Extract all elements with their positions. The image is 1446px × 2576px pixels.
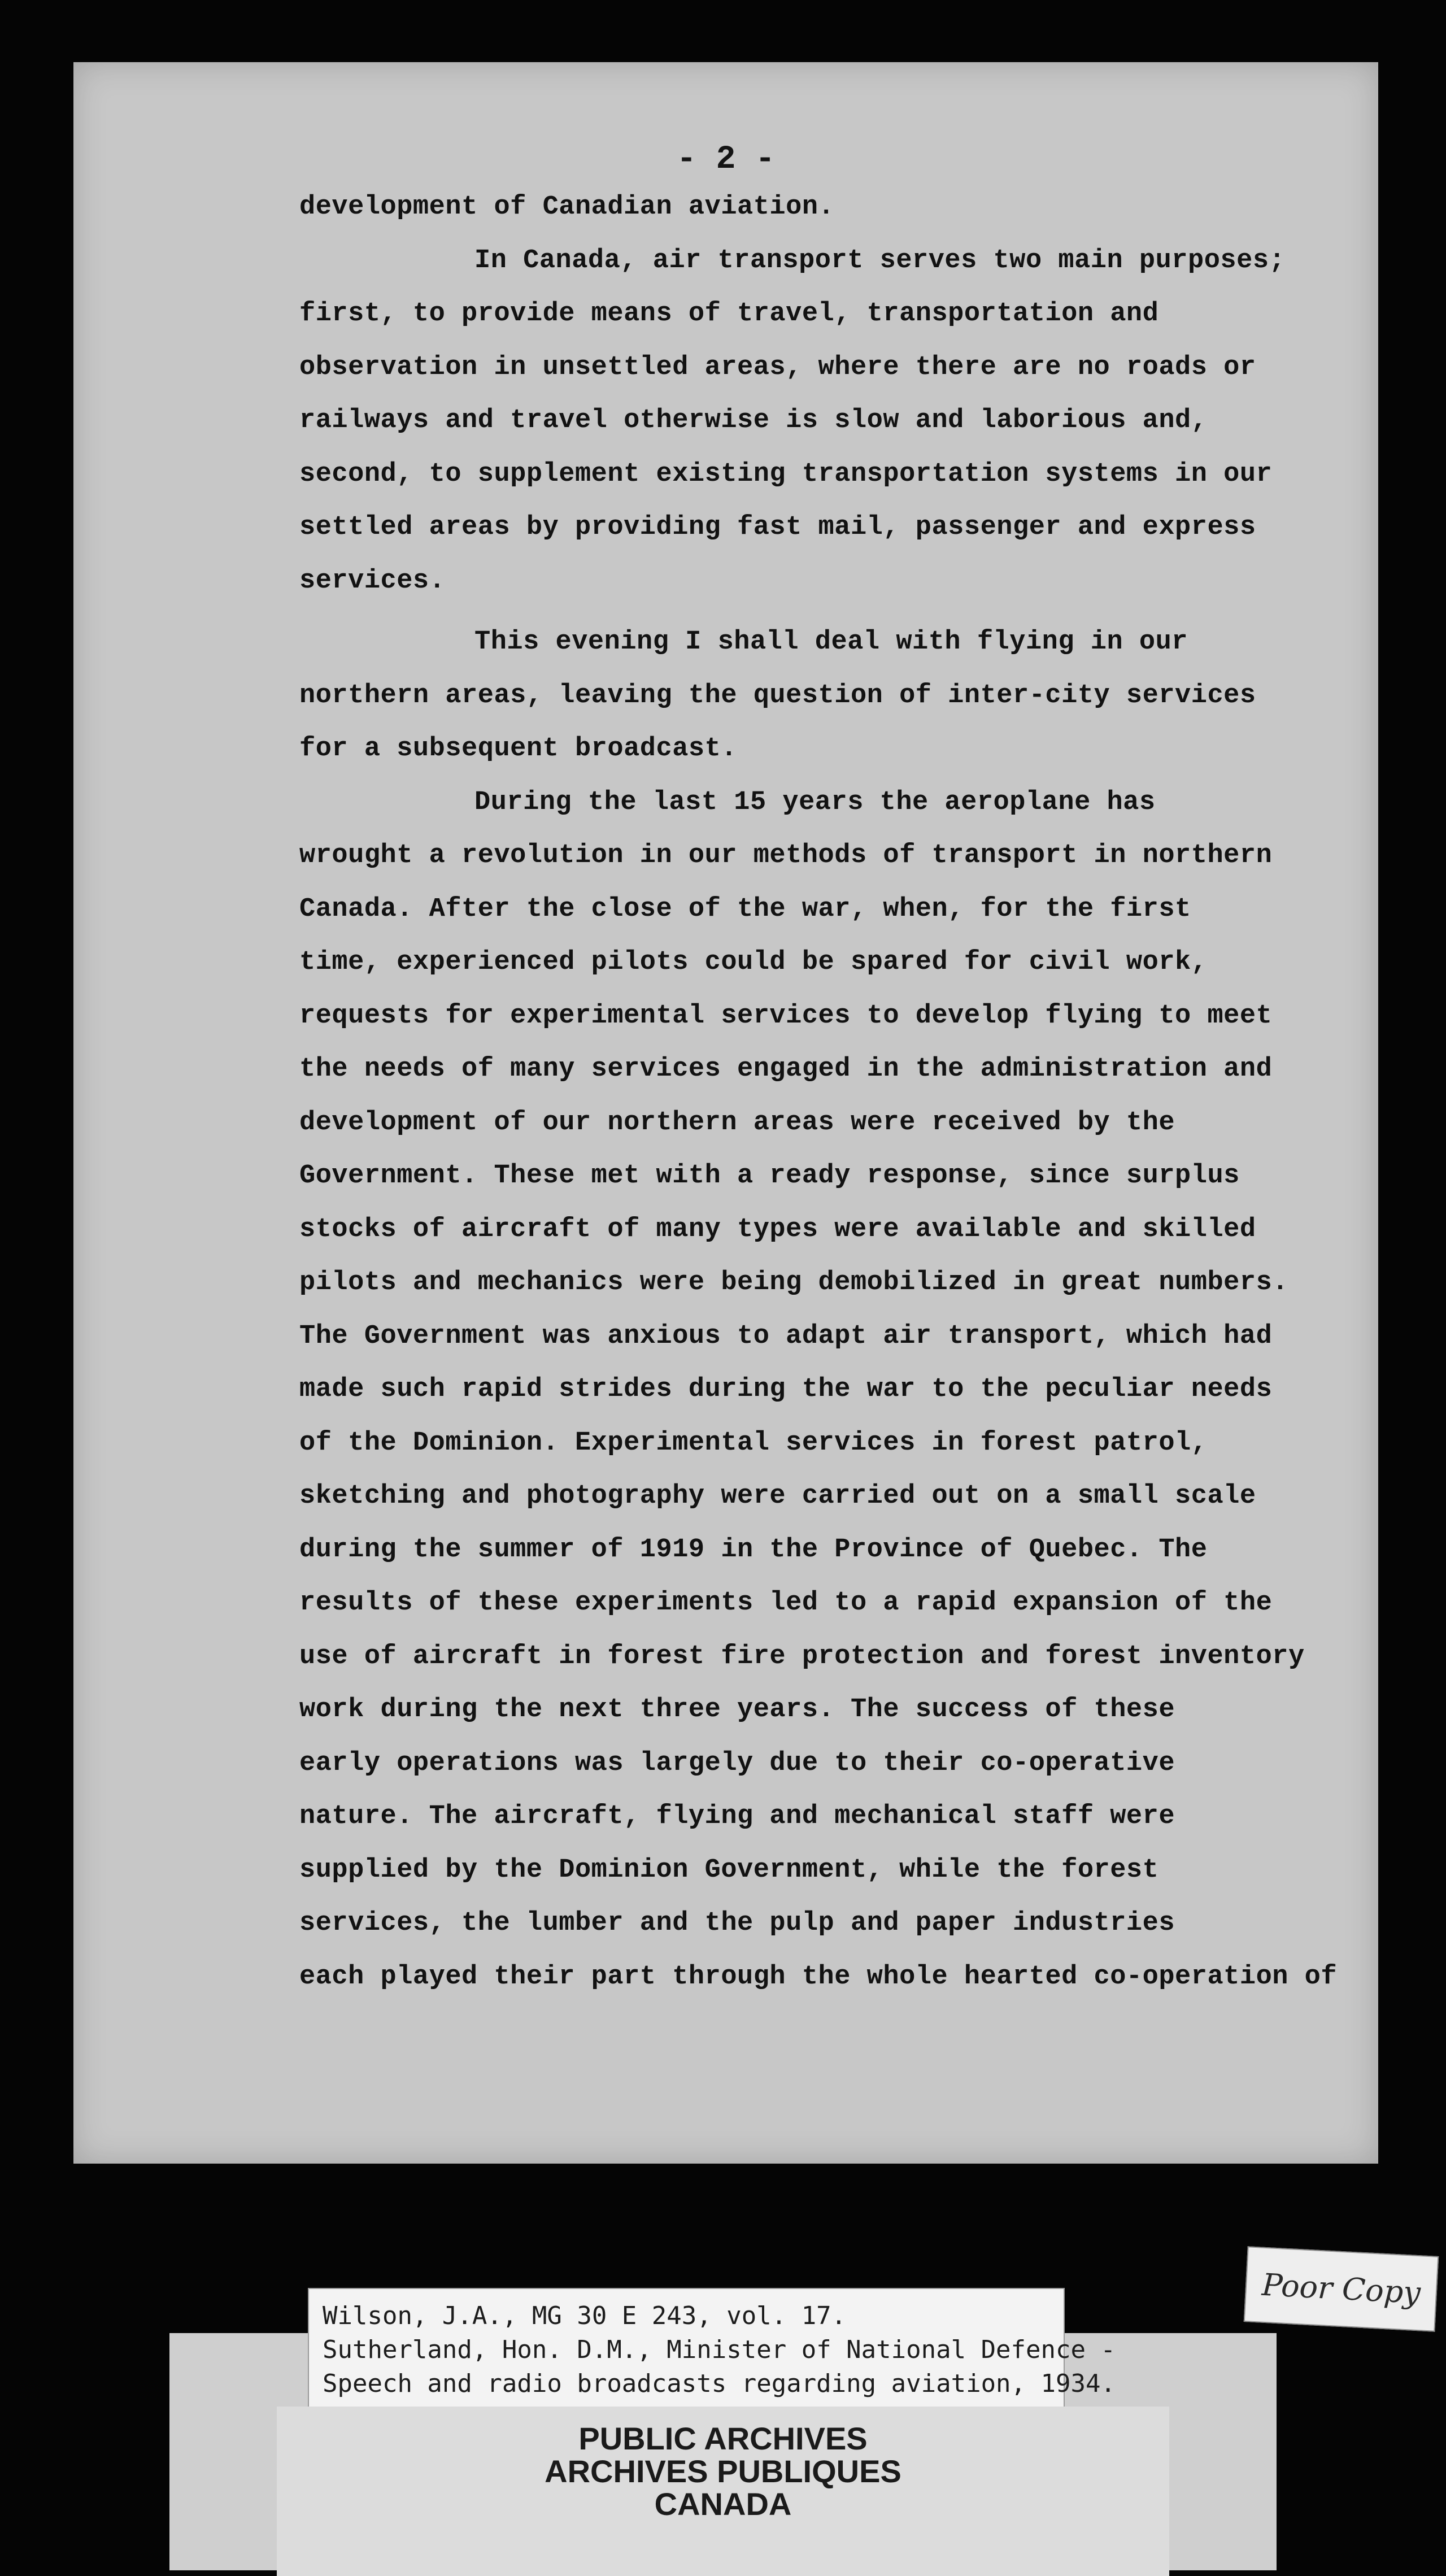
document-page	[73, 62, 1378, 2164]
text-line: results of these experiments led to a rapid expansion of the	[299, 1588, 1273, 1618]
text-line: This evening I shall deal with flying in our	[474, 627, 1188, 657]
text-line: northern areas, leaving the question of inter-city services	[299, 680, 1256, 711]
text-line: early operations was largely due to their co-operative	[299, 1748, 1175, 1778]
text-line: development of Canadian aviation.	[299, 192, 835, 222]
text-line: The Government was anxious to adapt air transport, which had	[299, 1321, 1273, 1351]
text-line: Canada. After the close of the war, when, for the first	[299, 894, 1191, 924]
stamp-line: PUBLIC ARCHIVES	[578, 2421, 868, 2456]
text-line: second, to supplement existing transportation systems in our	[299, 459, 1273, 489]
text-line: requests for experimental services to develop flying to meet	[299, 1000, 1273, 1031]
text-line: settled areas by providing fast mail, passenger and express	[299, 512, 1256, 542]
text-line: during the summer of 1919 in the Province of Quebec. The	[299, 1534, 1208, 1565]
text-line: the needs of many services engaged in the administration and	[299, 1054, 1273, 1084]
text-line: each played their part through the whole hearted co-operation of	[299, 1961, 1338, 1992]
catalog-line: Wilson, J.A., MG 30 E 243, vol. 17.	[323, 2301, 847, 2330]
stamp-line: CANADA	[654, 2486, 792, 2522]
page-number: - 2 -	[676, 141, 776, 178]
text-line: observation in unsettled areas, where there are no roads or	[299, 352, 1256, 382]
text-line: for a subsequent broadcast.	[299, 734, 738, 764]
text-line: development of our northern areas were received by the	[299, 1107, 1175, 1138]
text-line: During the last 15 years the aeroplane has	[474, 787, 1156, 817]
text-line: Government. These met with a ready response, since surplus	[299, 1161, 1240, 1191]
stamp-line: ARCHIVES PUBLIQUES	[545, 2453, 901, 2489]
text-line: work during the next three years. The success of these	[299, 1695, 1175, 1725]
text-line: services.	[299, 565, 446, 596]
archives-stamp	[277, 2407, 1169, 2576]
text-line: made such rapid strides during the war to the peculiar needs	[299, 1374, 1273, 1404]
text-line: sketching and photography were carried out on a small scale	[299, 1481, 1256, 1511]
text-line: wrought a revolution in our methods of transport in northern	[299, 841, 1273, 871]
text-line: stocks of aircraft of many types were available and skilled	[299, 1214, 1256, 1245]
catalog-line: Sutherland, Hon. D.M., Minister of National Defence -	[323, 2335, 1116, 2364]
text-line: nature. The aircraft, flying and mechanical staff were	[299, 1802, 1175, 1831]
catalog-line: Speech and radio broadcasts regarding aviation, 1934.	[323, 2369, 1116, 2398]
text-line: services, the lumber and the pulp and paper industries	[299, 1908, 1175, 1938]
poor-copy-tag: Poor Copy	[1244, 2246, 1439, 2332]
text-line: railways and travel otherwise is slow and laborious and,	[299, 406, 1208, 436]
text-line: time, experienced pilots could be spared for civil work,	[299, 947, 1208, 977]
text-line: use of aircraft in forest fire protection and forest inventory	[299, 1641, 1305, 1672]
text-line: first, to provide means of travel, transportation and	[299, 299, 1159, 329]
text-line: of the Dominion. Experimental services in forest patrol,	[299, 1428, 1208, 1458]
text-line: In Canada, air transport serves two main purposes;	[474, 245, 1286, 276]
text-line: pilots and mechanics were being demobilized in great numbers.	[299, 1268, 1288, 1298]
catalog-label	[308, 2288, 1116, 2421]
text-line: supplied by the Dominion Government, while the forest	[299, 1855, 1159, 1885]
